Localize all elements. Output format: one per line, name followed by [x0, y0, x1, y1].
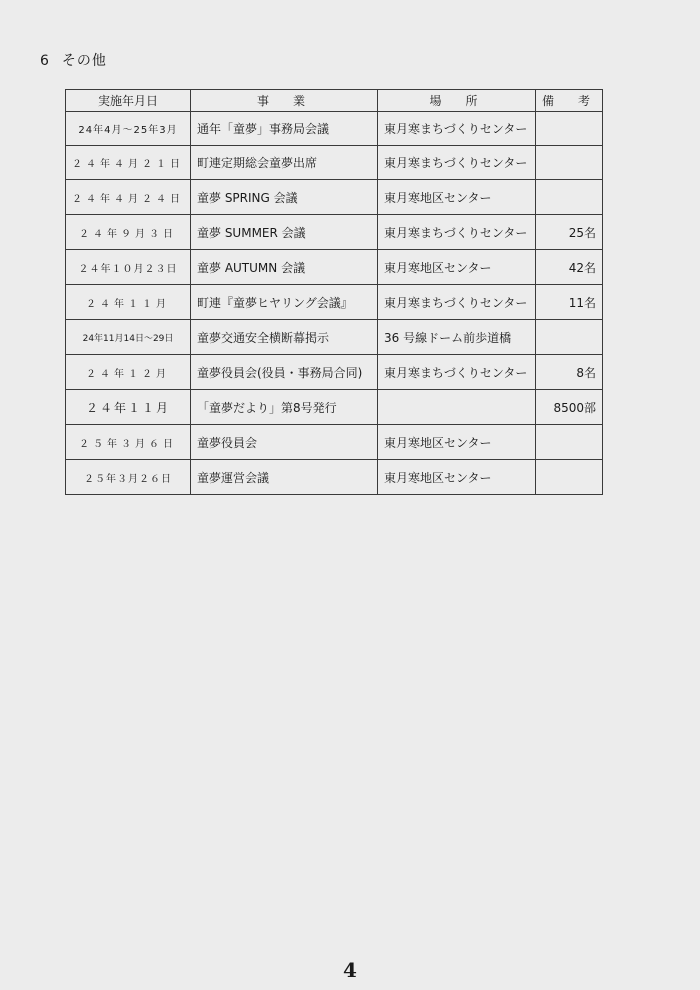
cell-event: 童夢 SUMMER 会議 — [191, 215, 378, 250]
cell-place: 東月寒地区センター — [378, 425, 536, 460]
cell-event: 童夢交通安全横断幕掲示 — [191, 320, 378, 355]
header-place: 場 所 — [378, 90, 536, 112]
table-row — [66, 460, 603, 495]
section-heading — [40, 50, 107, 70]
cell-note — [535, 146, 602, 180]
table-row — [66, 355, 603, 390]
cell-event: 「童夢だより」第8号発行 — [191, 390, 378, 425]
section-number: 6 — [40, 53, 50, 69]
cell-date: ２５年３月２６日 — [66, 460, 191, 495]
cell-date: ２４年１０月２３日 — [66, 250, 191, 285]
table-row — [66, 390, 603, 425]
table-row — [66, 425, 603, 460]
cell-note: 8名 — [535, 355, 602, 390]
cell-date: 24年4月～25年3月 — [66, 112, 191, 146]
cell-note — [535, 425, 602, 460]
table-row — [66, 320, 603, 355]
cell-date: ２４年１２月 — [66, 355, 191, 390]
header-date: 実施年月日 — [66, 90, 191, 112]
table-row — [66, 250, 603, 285]
table-row — [66, 285, 603, 320]
cell-date: 24年11月14日～29日 — [66, 320, 191, 355]
cell-note — [535, 180, 602, 215]
cell-place: 東月寒まちづくりセンター — [378, 112, 536, 146]
cell-event: 通年「童夢」事務局会議 — [191, 112, 378, 146]
cell-place: 東月寒地区センター — [378, 460, 536, 495]
cell-event: 童夢役員会 — [191, 425, 378, 460]
table-header-row — [66, 90, 603, 112]
cell-place: 36 号線ドーム前歩道橋 — [378, 320, 536, 355]
cell-event: 童夢 SPRING 会議 — [191, 180, 378, 215]
cell-note: 25名 — [535, 215, 602, 250]
cell-event: 童夢役員会(役員・事務局合同) — [191, 355, 378, 390]
events-table — [65, 89, 603, 495]
cell-note: 11名 — [535, 285, 602, 320]
header-event: 事 業 — [191, 90, 378, 112]
cell-date: ２４年４月２１日 — [66, 146, 191, 180]
cell-place: 東月寒まちづくりセンター — [378, 146, 536, 180]
table-row — [66, 180, 603, 215]
cell-note — [535, 460, 602, 495]
cell-place: 東月寒地区センター — [378, 250, 536, 285]
table-row — [66, 215, 603, 250]
cell-note — [535, 112, 602, 146]
table-row — [66, 112, 603, 146]
cell-event: 町連『童夢ヒヤリング会議』 — [191, 285, 378, 320]
cell-note: 8500部 — [535, 390, 602, 425]
cell-note: 42名 — [535, 250, 602, 285]
cell-place: 東月寒まちづくりセンター — [378, 285, 536, 320]
section-title: その他 — [61, 53, 107, 69]
cell-event: 町連定期総会童夢出席 — [191, 146, 378, 180]
cell-date: ２４年９月３日 — [66, 215, 191, 250]
cell-date: ２５年３月６日 — [66, 425, 191, 460]
cell-event: 童夢 AUTUMN 会議 — [191, 250, 378, 285]
cell-date: ２４年４月２４日 — [66, 180, 191, 215]
cell-place: 東月寒まちづくりセンター — [378, 215, 536, 250]
cell-date: ２４年１１月 — [66, 390, 191, 425]
cell-date: ２４年１１月 — [66, 285, 191, 320]
cell-place: 東月寒地区センター — [378, 180, 536, 215]
header-note: 備 考 — [535, 90, 602, 112]
table-row — [66, 146, 603, 180]
page-number: 4 — [343, 958, 357, 982]
cell-event: 童夢運営会議 — [191, 460, 378, 495]
cell-place: 東月寒まちづくりセンター — [378, 355, 536, 390]
cell-place — [378, 390, 536, 425]
cell-note — [535, 320, 602, 355]
